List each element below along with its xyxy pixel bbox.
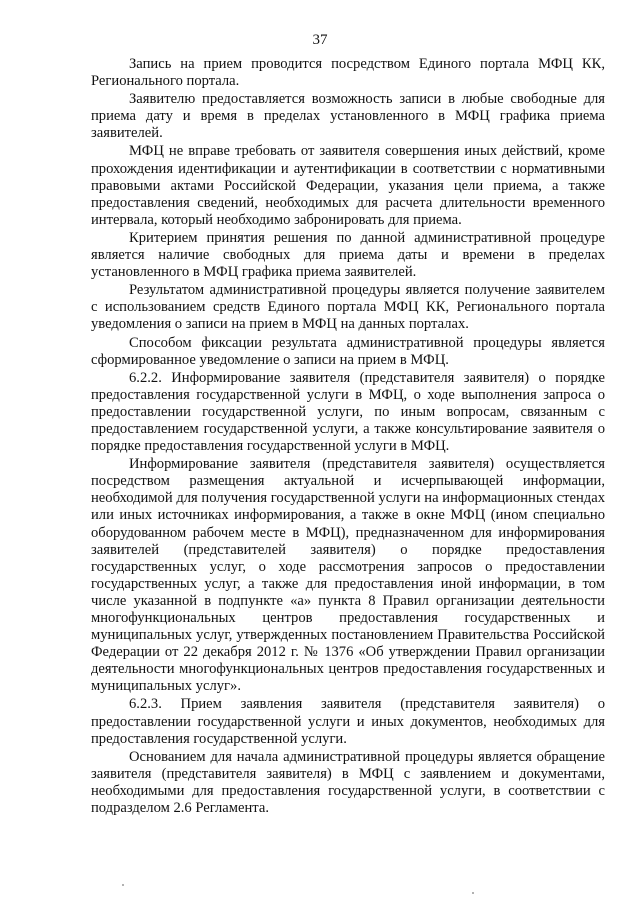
paragraph-mfc-restrictions: МФЦ не вправе требовать от заявителя совершения иных действий, кроме прохождения идентификации и аутентификации в соответствии с нормативными правовыми актами Российской Федерации, указания цели приема, а также предоставления сведений, необходимых для расчета длительности временного интервала, который необходимо забронировать для приема. (91, 143, 605, 228)
paragraph-procedure-basis: Основанием для начала административной процедуры является обращение заявителя (представителя заявителя) в МФЦ с заявлением и документами, необходимыми для предоставления государственной услуги, в соответствии с подразделом 2.6 Регламента. (91, 748, 605, 817)
paragraph-section-6-2-2: 6.2.2. Информирование заявителя (представителя заявителя) о порядке предоставления государственной услуги в МФЦ, о ходе выполнения запроса о предоставлении государственной услуги, по иным вопросам, связанным с предоставлением государственной услуги, а также консультирование заявителя о порядке предоставления государственной услуги в МФЦ. (91, 369, 605, 455)
paragraph-procedure-result: Результатом административной процедуры является получение заявителем с использованием средств Единого портала МФЦ КК, Регионального портала уведомления о записи на прием в МФЦ на данных порталах. (91, 282, 605, 333)
paragraph-decision-criterion: Критерием принятия решения по данной административной процедуре является наличие свободных для приема даты и времени в пределах установленного в МФЦ графика приема заявителей. (91, 229, 605, 281)
scan-speck (472, 892, 474, 894)
paragraph-appointment-booking: Запись на прием проводится посредством Единого портала МФЦ КК, Регионального портала. (91, 56, 605, 90)
paragraph-informing-applicant: Информирование заявителя (представителя заявителя) осуществляется посредством размещения актуальной и исчерпывающей информации, необходимой для получения государственной услуги на информационных стендах или иных источниках информирования, а также в окне МФЦ (ином специально оборудованном рабочем месте в МФЦ), предназначенном для информирования заявителей (представителей заявителя) о порядке предоставления государственных услуг, о ходе рассмотрения запросов о предоставлении государственных услуг, а также для предоставления иной информации, в том числе указанной в подпункте «а» пункта 8 Правил организации деятельности многофункциональных центров предоставления государственных и муниципальных услуг, утвержденных постановлением Правительства Российской Федерации от 22 декабря 2012 г. № 1376 «Об утверждении Правил организации деятельности многофункциональных центров предоставления государственных и муниципальных услуг». (91, 456, 605, 695)
paragraph-section-6-2-3: 6.2.3. Прием заявления заявителя (представителя заявителя) о предоставлении государственной услуги и иных документов, необходимых для предоставления государственной услуги. (91, 696, 605, 747)
document-body (91, 56, 605, 818)
scan-speck (122, 884, 124, 886)
paragraph-result-fixation: Способом фиксации результата административной процедуры является сформированное уведомление о записи на прием в МФЦ. (91, 334, 605, 368)
paragraph-free-slot-choice: Заявителю предоставляется возможность записи в любые свободные для приема дату и время в пределах установленного в МФЦ графика приема заявителей. (91, 91, 605, 142)
page-number: 37 (312, 32, 328, 48)
